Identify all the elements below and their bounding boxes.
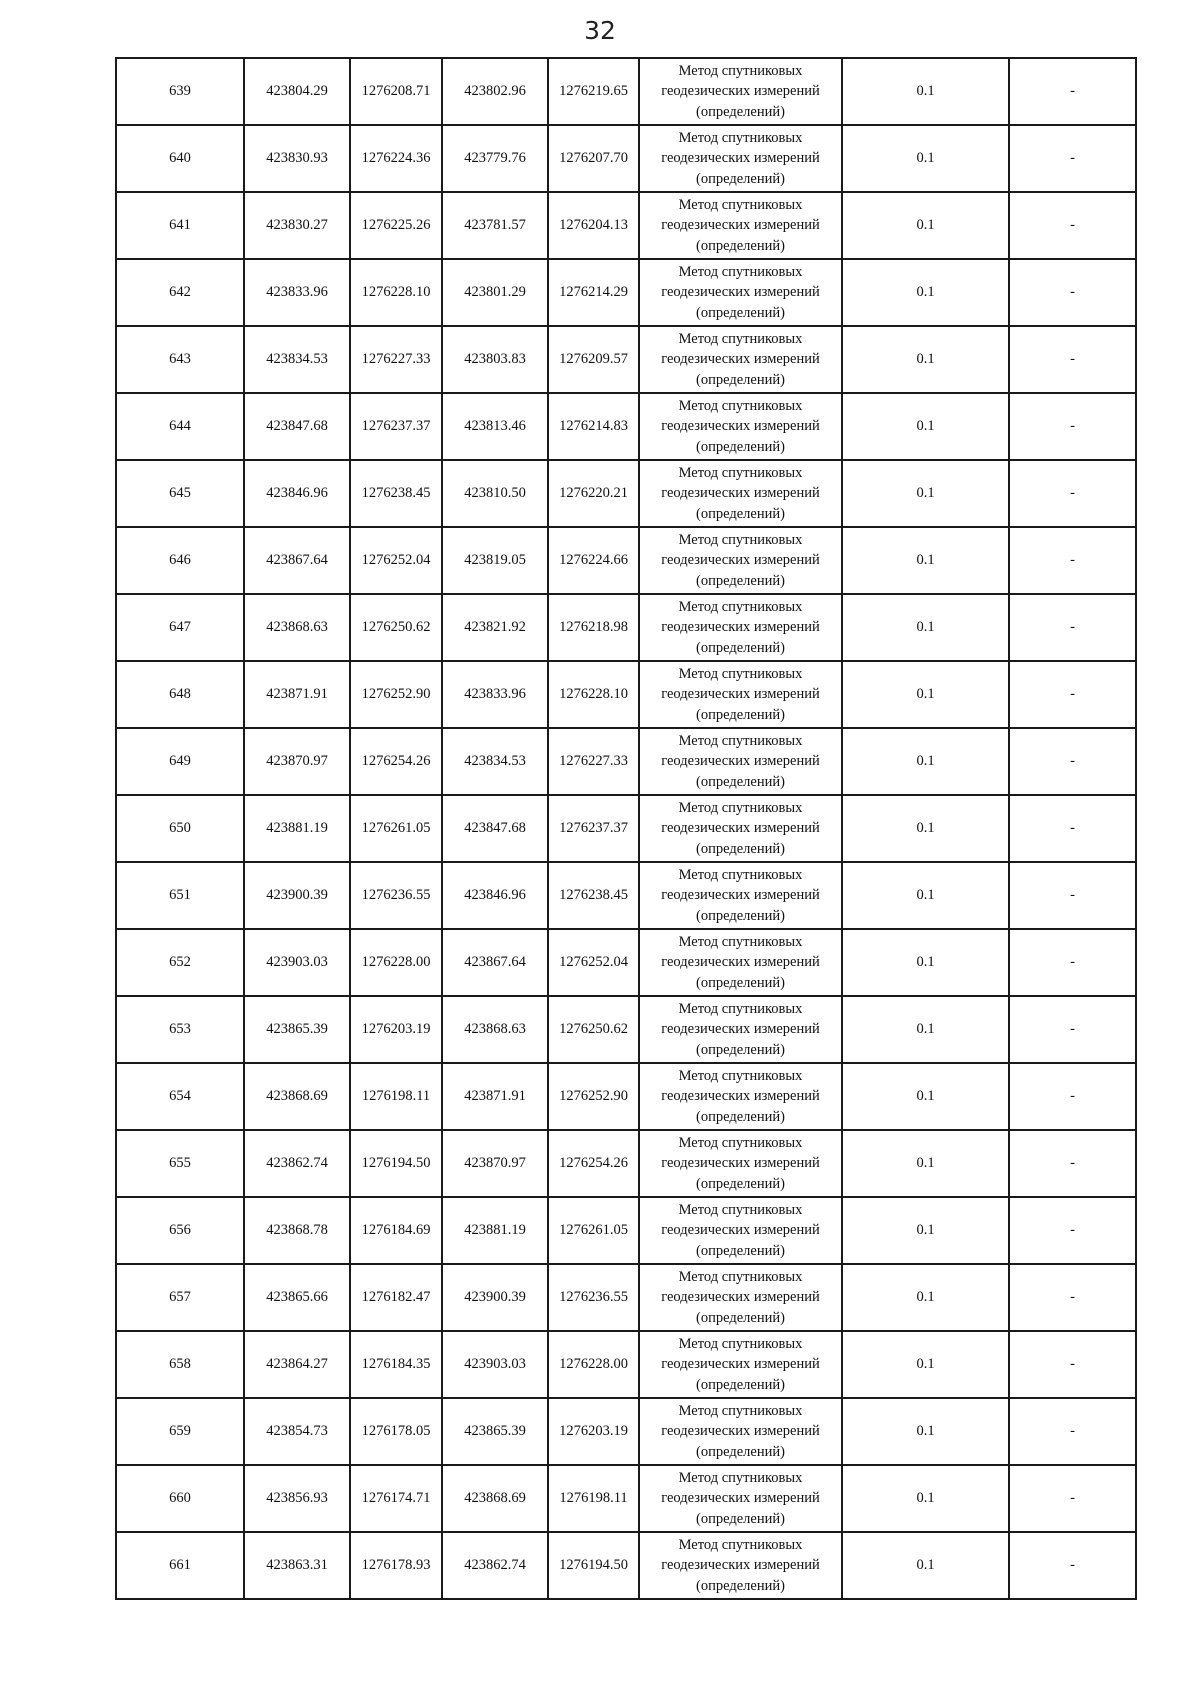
- x-coordinate-cell: 423870.97: [244, 728, 350, 795]
- y-coordinate-previous-cell: 1276228.00: [548, 1331, 639, 1398]
- y-coordinate-cell: 1276182.47: [350, 1264, 442, 1331]
- y-coordinate-cell: 1276237.37: [350, 393, 442, 460]
- table-row: [116, 1130, 1136, 1197]
- x-coordinate-previous-cell: 423868.69: [442, 1465, 548, 1532]
- x-coordinate-previous-cell: 423871.91: [442, 1063, 548, 1130]
- table-row: [116, 192, 1136, 259]
- method-line: Метод спутниковых: [678, 129, 803, 146]
- y-coordinate-previous-cell: 1276214.83: [548, 393, 639, 460]
- point-number-cell: 648: [116, 661, 244, 728]
- y-coordinate-cell: 1276184.69: [350, 1197, 442, 1264]
- point-number-cell: 651: [116, 862, 244, 929]
- x-coordinate-previous-cell: 423867.64: [442, 929, 548, 996]
- y-coordinate-previous-cell: 1276252.04: [548, 929, 639, 996]
- method-cell: [639, 1130, 842, 1197]
- note-cell: -: [1009, 527, 1136, 594]
- y-coordinate-previous-cell: 1276209.57: [548, 326, 639, 393]
- method-line: Метод спутниковых: [678, 1000, 803, 1017]
- x-coordinate-previous-cell: 423865.39: [442, 1398, 548, 1465]
- method-line: геодезических измерений: [661, 1155, 820, 1172]
- point-number-cell: 640: [116, 125, 244, 192]
- y-coordinate-cell: 1276252.90: [350, 661, 442, 728]
- x-coordinate-cell: 423847.68: [244, 393, 350, 460]
- method-cell: [639, 393, 842, 460]
- method-line: Метод спутниковых: [678, 531, 803, 548]
- method-line: Метод спутниковых: [678, 1067, 803, 1084]
- point-number-cell: 645: [116, 460, 244, 527]
- y-coordinate-cell: 1276198.11: [350, 1063, 442, 1130]
- accuracy-cell: 0.1: [842, 862, 1009, 929]
- table-row: [116, 259, 1136, 326]
- table-row: [116, 1465, 1136, 1532]
- method-line: Метод спутниковых: [678, 196, 803, 213]
- method-line: Метод спутниковых: [678, 1469, 803, 1486]
- method-line: (определений): [696, 706, 785, 723]
- x-coordinate-previous-cell: 423781.57: [442, 192, 548, 259]
- x-coordinate-cell: 423900.39: [244, 862, 350, 929]
- method-line: (определений): [696, 1175, 785, 1192]
- method-line: геодезических измерений: [661, 351, 820, 368]
- method-line: геодезических измерений: [661, 1289, 820, 1306]
- accuracy-cell: 0.1: [842, 594, 1009, 661]
- method-line: Метод спутниковых: [678, 665, 803, 682]
- method-line: геодезических измерений: [661, 1222, 820, 1239]
- method-cell: [639, 326, 842, 393]
- y-coordinate-cell: 1276227.33: [350, 326, 442, 393]
- method-cell: [639, 862, 842, 929]
- note-cell: -: [1009, 728, 1136, 795]
- method-line: геодезических измерений: [661, 887, 820, 904]
- accuracy-cell: 0.1: [842, 259, 1009, 326]
- method-line: Метод спутниковых: [678, 1402, 803, 1419]
- note-cell: -: [1009, 1398, 1136, 1465]
- point-number-cell: 655: [116, 1130, 244, 1197]
- accuracy-cell: 0.1: [842, 1331, 1009, 1398]
- x-coordinate-cell: 423867.64: [244, 527, 350, 594]
- x-coordinate-cell: 423865.39: [244, 996, 350, 1063]
- table-row: [116, 460, 1136, 527]
- method-line: геодезических измерений: [661, 150, 820, 167]
- method-line: Метод спутниковых: [678, 1335, 803, 1352]
- method-cell: [639, 58, 842, 125]
- accuracy-cell: 0.1: [842, 661, 1009, 728]
- method-line: (определений): [696, 170, 785, 187]
- y-coordinate-previous-cell: 1276227.33: [548, 728, 639, 795]
- note-cell: -: [1009, 326, 1136, 393]
- method-line: (определений): [696, 1309, 785, 1326]
- note-cell: -: [1009, 1532, 1136, 1599]
- y-coordinate-cell: 1276228.10: [350, 259, 442, 326]
- note-cell: -: [1009, 58, 1136, 125]
- x-coordinate-cell: 423881.19: [244, 795, 350, 862]
- accuracy-cell: 0.1: [842, 728, 1009, 795]
- accuracy-cell: 0.1: [842, 192, 1009, 259]
- note-cell: -: [1009, 1197, 1136, 1264]
- x-coordinate-cell: 423856.93: [244, 1465, 350, 1532]
- method-line: геодезических измерений: [661, 1021, 820, 1038]
- note-cell: -: [1009, 996, 1136, 1063]
- x-coordinate-cell: 423865.66: [244, 1264, 350, 1331]
- method-line: Метод спутниковых: [678, 799, 803, 816]
- y-coordinate-cell: 1276174.71: [350, 1465, 442, 1532]
- page-number: 32: [584, 16, 616, 45]
- accuracy-cell: 0.1: [842, 393, 1009, 460]
- point-number-cell: 661: [116, 1532, 244, 1599]
- method-line: (определений): [696, 438, 785, 455]
- x-coordinate-previous-cell: 423802.96: [442, 58, 548, 125]
- method-line: Метод спутниковых: [678, 62, 803, 79]
- note-cell: -: [1009, 259, 1136, 326]
- table-row: [116, 728, 1136, 795]
- table-row: [116, 58, 1136, 125]
- method-line: (определений): [696, 1041, 785, 1058]
- method-line: геодезических измерений: [661, 83, 820, 100]
- point-number-cell: 654: [116, 1063, 244, 1130]
- point-number-cell: 643: [116, 326, 244, 393]
- method-line: (определений): [696, 1242, 785, 1259]
- method-line: геодезических измерений: [661, 1557, 820, 1574]
- point-number-cell: 649: [116, 728, 244, 795]
- note-cell: -: [1009, 929, 1136, 996]
- table-row: [116, 1197, 1136, 1264]
- point-number-cell: 660: [116, 1465, 244, 1532]
- method-line: геодезических измерений: [661, 753, 820, 770]
- x-coordinate-cell: 423854.73: [244, 1398, 350, 1465]
- table-row: [116, 1398, 1136, 1465]
- accuracy-cell: 0.1: [842, 795, 1009, 862]
- x-coordinate-previous-cell: 423813.46: [442, 393, 548, 460]
- method-line: (определений): [696, 572, 785, 589]
- note-cell: -: [1009, 125, 1136, 192]
- note-cell: -: [1009, 661, 1136, 728]
- x-coordinate-previous-cell: 423903.03: [442, 1331, 548, 1398]
- x-coordinate-previous-cell: 423810.50: [442, 460, 548, 527]
- method-cell: [639, 1398, 842, 1465]
- y-coordinate-previous-cell: 1276236.55: [548, 1264, 639, 1331]
- y-coordinate-cell: 1276224.36: [350, 125, 442, 192]
- x-coordinate-previous-cell: 423833.96: [442, 661, 548, 728]
- method-line: Метод спутниковых: [678, 732, 803, 749]
- x-coordinate-cell: 423863.31: [244, 1532, 350, 1599]
- method-line: Метод спутниковых: [678, 1134, 803, 1151]
- method-line: (определений): [696, 907, 785, 924]
- method-cell: [639, 1465, 842, 1532]
- accuracy-cell: 0.1: [842, 1532, 1009, 1599]
- method-line: геодезических измерений: [661, 217, 820, 234]
- y-coordinate-cell: 1276203.19: [350, 996, 442, 1063]
- x-coordinate-cell: 423804.29: [244, 58, 350, 125]
- x-coordinate-cell: 423868.63: [244, 594, 350, 661]
- y-coordinate-previous-cell: 1276219.65: [548, 58, 639, 125]
- table-row: [116, 1532, 1136, 1599]
- method-cell: [639, 125, 842, 192]
- y-coordinate-cell: 1276254.26: [350, 728, 442, 795]
- x-coordinate-cell: 423834.53: [244, 326, 350, 393]
- method-cell: [639, 1197, 842, 1264]
- table-row: [116, 1264, 1136, 1331]
- accuracy-cell: 0.1: [842, 58, 1009, 125]
- method-line: Метод спутниковых: [678, 330, 803, 347]
- table-row: [116, 661, 1136, 728]
- method-line: (определений): [696, 505, 785, 522]
- method-line: геодезических измерений: [661, 485, 820, 502]
- method-cell: [639, 661, 842, 728]
- y-coordinate-cell: 1276178.93: [350, 1532, 442, 1599]
- x-coordinate-previous-cell: 423834.53: [442, 728, 548, 795]
- method-line: (определений): [696, 103, 785, 120]
- method-line: геодезических измерений: [661, 619, 820, 636]
- method-cell: [639, 728, 842, 795]
- x-coordinate-previous-cell: 423881.19: [442, 1197, 548, 1264]
- x-coordinate-previous-cell: 423801.29: [442, 259, 548, 326]
- x-coordinate-previous-cell: 423821.92: [442, 594, 548, 661]
- method-line: (определений): [696, 371, 785, 388]
- method-line: Метод спутниковых: [678, 1268, 803, 1285]
- table-row: [116, 996, 1136, 1063]
- point-number-cell: 647: [116, 594, 244, 661]
- method-line: (определений): [696, 237, 785, 254]
- y-coordinate-cell: 1276261.05: [350, 795, 442, 862]
- note-cell: -: [1009, 192, 1136, 259]
- x-coordinate-previous-cell: 423846.96: [442, 862, 548, 929]
- point-number-cell: 650: [116, 795, 244, 862]
- method-cell: [639, 460, 842, 527]
- method-line: (определений): [696, 773, 785, 790]
- point-number-cell: 646: [116, 527, 244, 594]
- method-line: геодезических измерений: [661, 1490, 820, 1507]
- y-coordinate-cell: 1276178.05: [350, 1398, 442, 1465]
- method-line: Метод спутниковых: [678, 1536, 803, 1553]
- table-row: [116, 1331, 1136, 1398]
- table-row: [116, 1063, 1136, 1130]
- method-line: (определений): [696, 304, 785, 321]
- x-coordinate-cell: 423830.93: [244, 125, 350, 192]
- accuracy-cell: 0.1: [842, 326, 1009, 393]
- y-coordinate-cell: 1276252.04: [350, 527, 442, 594]
- point-number-cell: 656: [116, 1197, 244, 1264]
- coordinates-table: [115, 57, 1137, 1600]
- x-coordinate-cell: 423871.91: [244, 661, 350, 728]
- method-line: Метод спутниковых: [678, 464, 803, 481]
- note-cell: -: [1009, 460, 1136, 527]
- x-coordinate-previous-cell: 423803.83: [442, 326, 548, 393]
- note-cell: -: [1009, 862, 1136, 929]
- x-coordinate-previous-cell: 423868.63: [442, 996, 548, 1063]
- table-row: [116, 795, 1136, 862]
- accuracy-cell: 0.1: [842, 996, 1009, 1063]
- y-coordinate-previous-cell: 1276203.19: [548, 1398, 639, 1465]
- x-coordinate-cell: 423833.96: [244, 259, 350, 326]
- x-coordinate-previous-cell: 423847.68: [442, 795, 548, 862]
- x-coordinate-cell: 423846.96: [244, 460, 350, 527]
- table-row: [116, 929, 1136, 996]
- table-body: [116, 58, 1136, 1599]
- method-line: (определений): [696, 639, 785, 656]
- note-cell: -: [1009, 393, 1136, 460]
- table-row: [116, 862, 1136, 929]
- x-coordinate-previous-cell: 423779.76: [442, 125, 548, 192]
- accuracy-cell: 0.1: [842, 125, 1009, 192]
- table-row: [116, 125, 1136, 192]
- method-line: геодезических измерений: [661, 1356, 820, 1373]
- accuracy-cell: 0.1: [842, 1465, 1009, 1532]
- note-cell: -: [1009, 594, 1136, 661]
- y-coordinate-previous-cell: 1276252.90: [548, 1063, 639, 1130]
- method-line: геодезических измерений: [661, 954, 820, 971]
- accuracy-cell: 0.1: [842, 1063, 1009, 1130]
- method-line: Метод спутниковых: [678, 598, 803, 615]
- method-cell: [639, 594, 842, 661]
- method-line: (определений): [696, 1577, 785, 1594]
- method-line: геодезических измерений: [661, 284, 820, 301]
- x-coordinate-cell: 423830.27: [244, 192, 350, 259]
- accuracy-cell: 0.1: [842, 1264, 1009, 1331]
- method-cell: [639, 527, 842, 594]
- method-cell: [639, 1063, 842, 1130]
- method-line: Метод спутниковых: [678, 933, 803, 950]
- point-number-cell: 659: [116, 1398, 244, 1465]
- method-line: геодезических измерений: [661, 820, 820, 837]
- method-line: геодезических измерений: [661, 686, 820, 703]
- accuracy-cell: 0.1: [842, 527, 1009, 594]
- method-line: Метод спутниковых: [678, 263, 803, 280]
- y-coordinate-cell: 1276208.71: [350, 58, 442, 125]
- note-cell: -: [1009, 1465, 1136, 1532]
- method-cell: [639, 795, 842, 862]
- point-number-cell: 657: [116, 1264, 244, 1331]
- method-cell: [639, 1331, 842, 1398]
- x-coordinate-cell: 423868.69: [244, 1063, 350, 1130]
- note-cell: -: [1009, 1264, 1136, 1331]
- method-line: геодезических измерений: [661, 552, 820, 569]
- y-coordinate-previous-cell: 1276261.05: [548, 1197, 639, 1264]
- method-line: геодезических измерений: [661, 1423, 820, 1440]
- y-coordinate-previous-cell: 1276238.45: [548, 862, 639, 929]
- y-coordinate-previous-cell: 1276198.11: [548, 1465, 639, 1532]
- method-cell: [639, 929, 842, 996]
- x-coordinate-previous-cell: 423870.97: [442, 1130, 548, 1197]
- method-cell: [639, 1264, 842, 1331]
- y-coordinate-previous-cell: 1276218.98: [548, 594, 639, 661]
- method-cell: [639, 259, 842, 326]
- method-cell: [639, 1532, 842, 1599]
- method-line: (определений): [696, 1108, 785, 1125]
- y-coordinate-previous-cell: 1276250.62: [548, 996, 639, 1063]
- y-coordinate-previous-cell: 1276204.13: [548, 192, 639, 259]
- point-number-cell: 652: [116, 929, 244, 996]
- accuracy-cell: 0.1: [842, 1130, 1009, 1197]
- point-number-cell: 658: [116, 1331, 244, 1398]
- x-coordinate-cell: 423868.78: [244, 1197, 350, 1264]
- x-coordinate-cell: 423864.27: [244, 1331, 350, 1398]
- note-cell: -: [1009, 1331, 1136, 1398]
- accuracy-cell: 0.1: [842, 1197, 1009, 1264]
- method-line: (определений): [696, 1443, 785, 1460]
- y-coordinate-previous-cell: 1276194.50: [548, 1532, 639, 1599]
- method-line: (определений): [696, 974, 785, 991]
- note-cell: -: [1009, 1130, 1136, 1197]
- y-coordinate-previous-cell: 1276254.26: [548, 1130, 639, 1197]
- method-line: Метод спутниковых: [678, 866, 803, 883]
- y-coordinate-cell: 1276225.26: [350, 192, 442, 259]
- y-coordinate-previous-cell: 1276228.10: [548, 661, 639, 728]
- x-coordinate-cell: 423862.74: [244, 1130, 350, 1197]
- method-cell: [639, 192, 842, 259]
- table-row: [116, 527, 1136, 594]
- y-coordinate-cell: 1276250.62: [350, 594, 442, 661]
- x-coordinate-previous-cell: 423819.05: [442, 527, 548, 594]
- method-line: (определений): [696, 1510, 785, 1527]
- x-coordinate-previous-cell: 423862.74: [442, 1532, 548, 1599]
- point-number-cell: 639: [116, 58, 244, 125]
- x-coordinate-cell: 423903.03: [244, 929, 350, 996]
- table-row: [116, 326, 1136, 393]
- note-cell: -: [1009, 1063, 1136, 1130]
- method-line: геодезических измерений: [661, 1088, 820, 1105]
- point-number-cell: 641: [116, 192, 244, 259]
- method-line: Метод спутниковых: [678, 397, 803, 414]
- y-coordinate-previous-cell: 1276224.66: [548, 527, 639, 594]
- accuracy-cell: 0.1: [842, 1398, 1009, 1465]
- y-coordinate-previous-cell: 1276237.37: [548, 795, 639, 862]
- y-coordinate-cell: 1276194.50: [350, 1130, 442, 1197]
- accuracy-cell: 0.1: [842, 929, 1009, 996]
- point-number-cell: 642: [116, 259, 244, 326]
- method-line: геодезических измерений: [661, 418, 820, 435]
- table-row: [116, 594, 1136, 661]
- accuracy-cell: 0.1: [842, 460, 1009, 527]
- method-line: (определений): [696, 840, 785, 857]
- point-number-cell: 653: [116, 996, 244, 1063]
- y-coordinate-cell: 1276238.45: [350, 460, 442, 527]
- x-coordinate-previous-cell: 423900.39: [442, 1264, 548, 1331]
- method-line: (определений): [696, 1376, 785, 1393]
- y-coordinate-previous-cell: 1276207.70: [548, 125, 639, 192]
- note-cell: -: [1009, 795, 1136, 862]
- method-line: Метод спутниковых: [678, 1201, 803, 1218]
- point-number-cell: 644: [116, 393, 244, 460]
- y-coordinate-previous-cell: 1276214.29: [548, 259, 639, 326]
- method-cell: [639, 996, 842, 1063]
- y-coordinate-previous-cell: 1276220.21: [548, 460, 639, 527]
- table-row: [116, 393, 1136, 460]
- y-coordinate-cell: 1276228.00: [350, 929, 442, 996]
- y-coordinate-cell: 1276236.55: [350, 862, 442, 929]
- y-coordinate-cell: 1276184.35: [350, 1331, 442, 1398]
